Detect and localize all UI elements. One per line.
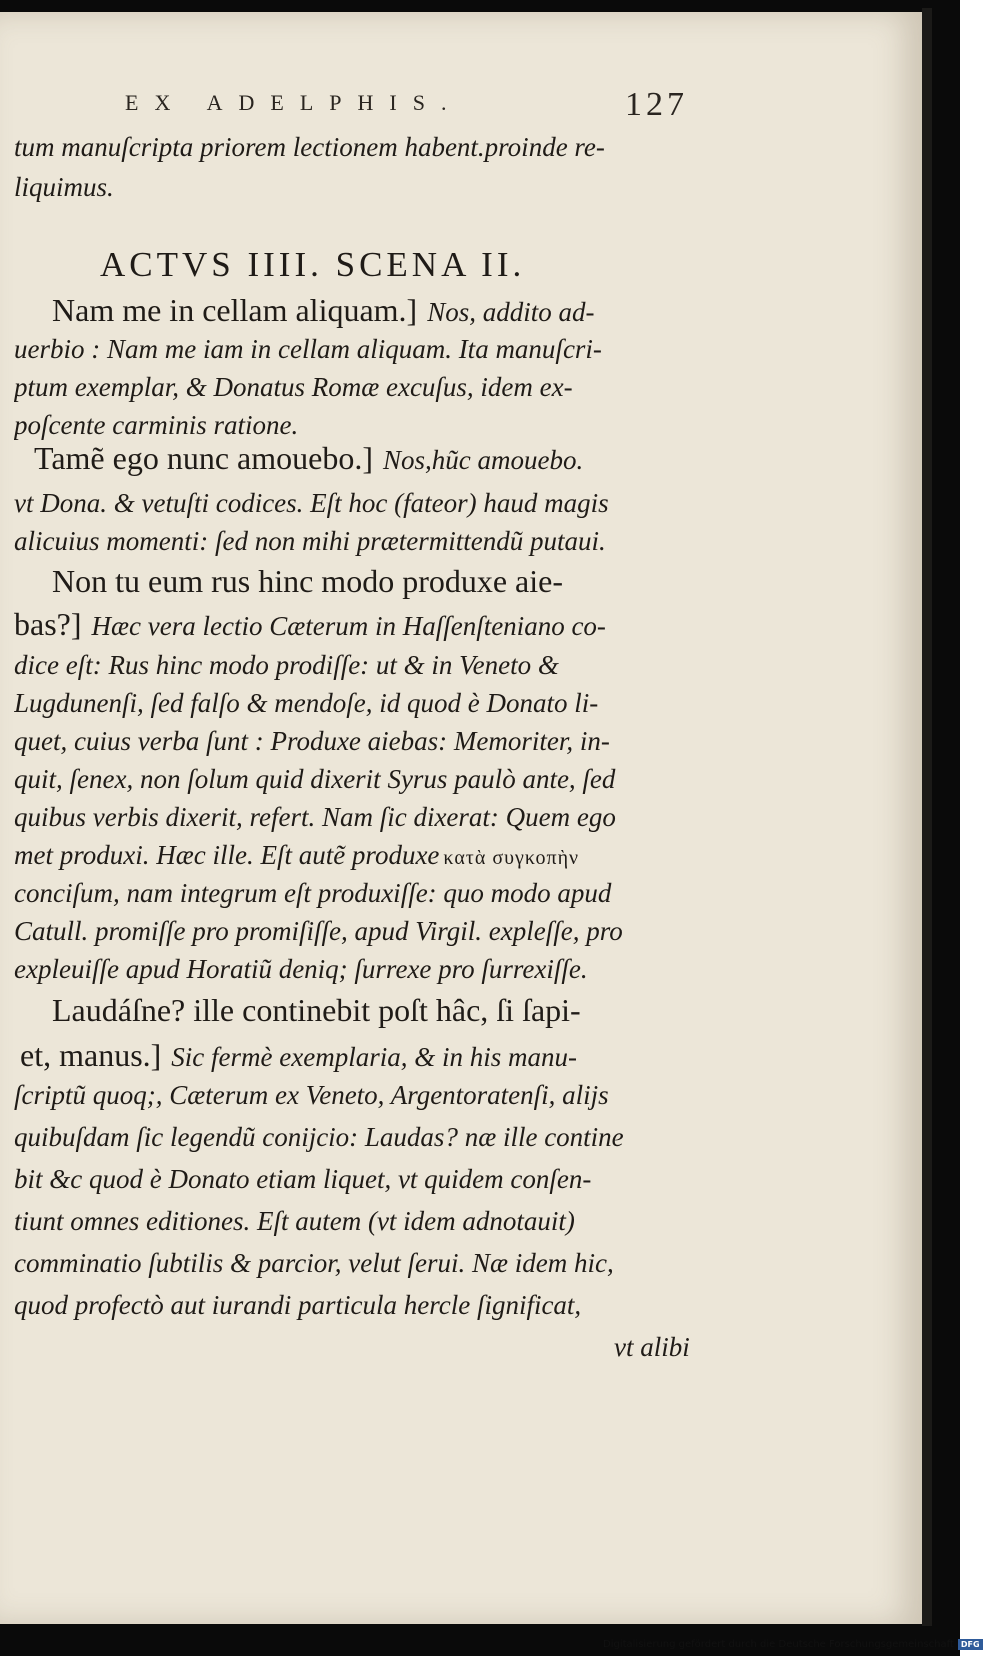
text-line: tum manuſcripta priorem lectionem habent.proinde re-	[14, 132, 605, 162]
text-line: bit &c quod è Donato etiam liquet, vt quidem conſen-	[14, 1164, 592, 1194]
text-line: conciſum, nam integrum eſt produxiſſe: quo modo apud	[14, 878, 612, 908]
text-line: tiunt omnes editiones. Eſt autem (vt idem adnotauit)	[14, 1206, 575, 1236]
lemma: Nam me in cellam aliquam.]	[52, 292, 418, 328]
text-line: quod profectò aut iurandi particula hercle ſignificat,	[14, 1290, 582, 1320]
text-line: quet, cuius verba ſunt : Produxe aiebas: Memoriter, in-	[14, 726, 610, 756]
lemma-line	[52, 563, 702, 600]
text-line: poſcente carminis ratione.	[14, 410, 299, 440]
commentary: Hæc vera lectio Cæterum in Haſſenſteniano co-	[91, 611, 606, 641]
lemma-line	[14, 606, 704, 643]
text-line: vt Dona. & vetuſti codices. Eſt hoc (fateor) haud magis	[14, 488, 609, 518]
page-edge	[922, 8, 932, 1626]
text-line: dice eſt: Rus hinc modo prodiſſe: ut & in Veneto &	[14, 650, 559, 680]
text-line: uerbio : Nam me iam in cellam aliquam. Ita manuſcri-	[14, 334, 602, 364]
lemma-line	[34, 440, 702, 477]
text-line: comminatio ſubtilis & parcior, velut ſerui. Næ idem hic,	[14, 1248, 614, 1278]
lemma: Tamẽ ego nunc amouebo.]	[34, 440, 373, 476]
page-number: 127	[625, 86, 688, 123]
book-page	[0, 12, 922, 1624]
running-head: EX ADELPHIS.	[125, 90, 463, 115]
dfg-logo: DFG	[958, 1639, 983, 1650]
text-line: ſcriptũ quoq;, Cæterum ex Veneto, Argentoratenſi, alijs	[14, 1080, 609, 1110]
commentary: Sic fermè exemplaria, & in his manu-	[171, 1042, 577, 1072]
scene-heading: ACTVS IIII. SCENA II.	[100, 245, 526, 284]
lemma-line	[52, 992, 702, 1029]
lemma-line	[20, 1037, 704, 1074]
text-line: quibus verbis dixerit, refert. Nam ſic dixerat: Quem ego	[14, 802, 616, 832]
digitization-credit	[603, 1637, 993, 1651]
text-line: alicuius momenti: ſed non mihi prætermittendũ putaui.	[14, 526, 606, 556]
text-line	[14, 840, 704, 871]
greek-phrase: κατὰ συγκοπὴν	[443, 847, 580, 869]
credit-text: Digitalisierung gefördert durch die Deutsche Forschungsgemeinschaft	[603, 1638, 954, 1650]
text-line: quit, ſenex, non ſolum quid dixerit Syrus paulò ante, ſed	[14, 764, 616, 794]
commentary: Nos,hũc amouebo.	[382, 445, 584, 475]
lemma: Non tu eum rus hinc modo produxe aie-	[52, 563, 563, 599]
text-line: expleuiſſe apud Horatiũ deniq; ſurrexe pro ſurrexiſſe.	[14, 954, 588, 984]
text-line: Lugdunenſi, ſed falſo & mendoſe, id quod è Donato li-	[14, 688, 599, 718]
text-line: Catull. promiſſe pro promiſiſſe, apud Virgil. expleſſe, pro	[14, 916, 623, 946]
lemma: et, manus.]	[20, 1037, 162, 1073]
commentary: met produxi. Hæc ille. Eſt autẽ produxe	[14, 840, 440, 870]
commentary: Nos, addito ad-	[427, 297, 595, 327]
lemma: Laudáſne? ille continebit poſt hâc, ſi ſapi-	[52, 992, 581, 1028]
text-line: liquimus.	[14, 172, 114, 202]
catchword: vt alibi	[614, 1332, 690, 1362]
lemma: bas?]	[14, 606, 82, 642]
text-line: ptum exemplar, & Donatus Romæ excuſus, idem ex-	[14, 372, 573, 402]
lemma-line	[52, 292, 702, 329]
text-line: quibuſdam ſic legendũ conijcio: Laudas? næ ille contine	[14, 1122, 624, 1152]
